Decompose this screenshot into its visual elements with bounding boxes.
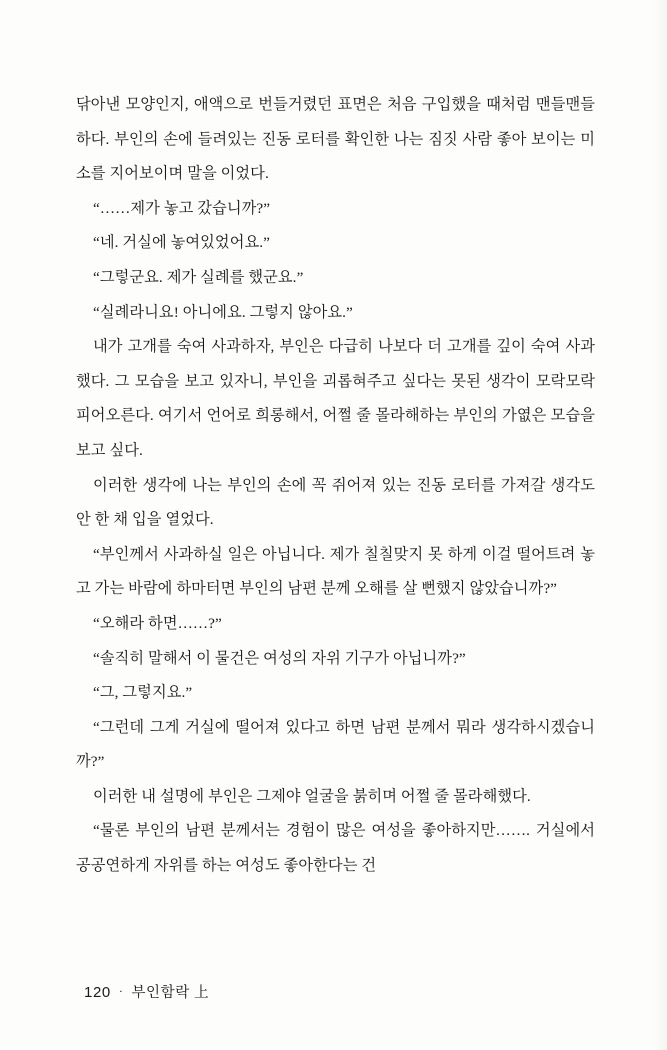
footer-separator: ·: [118, 984, 124, 998]
page-footer: [84, 981, 209, 1002]
paragraph: 닦아낸 모양인지, 애액으로 번들거렸던 표면은 처음 구입했을 때처럼 맨들맨들하다. 부인의 손에 들려있는 진동 로터를 확인한 나는 짐짓 사람 좋아 보이는 미소를 지어보이며 말을 이었다.: [76, 96, 595, 183]
dialogue-line: “솔직히 말해서 이 물건은 여성의 자위 기구가 아닙니까?”: [93, 649, 466, 667]
dialogue-line: “네. 거실에 놓여있었어요.”: [93, 234, 270, 252]
paragraph: 이러한 내 설명에 부인은 그제야 얼굴을 붉히며 어쩔 줄 몰라해했다.: [93, 787, 531, 805]
page-number: 120: [84, 984, 111, 1001]
dialogue-line: “부인께서 사과하실 일은 아닙니다. 제가 칠칠맞지 못 하게 이걸 떨어트려 놓고 가는 바람에 하마터면 부인의 남편 분께 오해를 살 뻔했지 않았습니까?”: [76, 545, 595, 598]
dialogue-line: “물론 부인의 남편 분께서는 경험이 많은 여성을 좋아하지만……. 거실에서 공공연하게 자위를 하는 여성도 좋아한다는 건: [76, 822, 595, 875]
page-edge-shadow: [653, 0, 667, 1050]
dialogue-line: “……제가 놓고 갔습니까?”: [93, 199, 271, 217]
dialogue-line: “실례라니요! 아니에요. 그렇지 않아요.”: [93, 303, 353, 321]
book-title: 부인함락 上: [131, 985, 210, 1001]
page-body: [76, 88, 595, 884]
dialogue-line: “그렇군요. 제가 실례를 했군요.”: [93, 268, 304, 286]
paragraph: 이러한 생각에 나는 부인의 손에 꼭 쥐어져 있는 진동 로터를 가져갈 생각도 안 한 채 입을 열었다.: [76, 476, 595, 529]
dialogue-line: “그런데 그게 거실에 떨어져 있다고 하면 남편 분께서 뭐라 생각하시겠습니까?”: [76, 718, 595, 771]
dialogue-line: “오해라 하면……?”: [93, 614, 222, 632]
dialogue-line: “그, 그렇지요.”: [93, 684, 193, 702]
paragraph: 내가 고개를 숙여 사과하자, 부인은 다급히 나보다 더 고개를 깊이 숙여 사과했다. 그 모습을 보고 있자니, 부인을 괴롭혀주고 싶다는 못된 생각이 모락모락 피어오른다. 여기서 언어로 희롱해서, 어쩔 줄 몰라해하는 부인의 가엾은 모습을 보고 싶다.: [76, 338, 595, 459]
